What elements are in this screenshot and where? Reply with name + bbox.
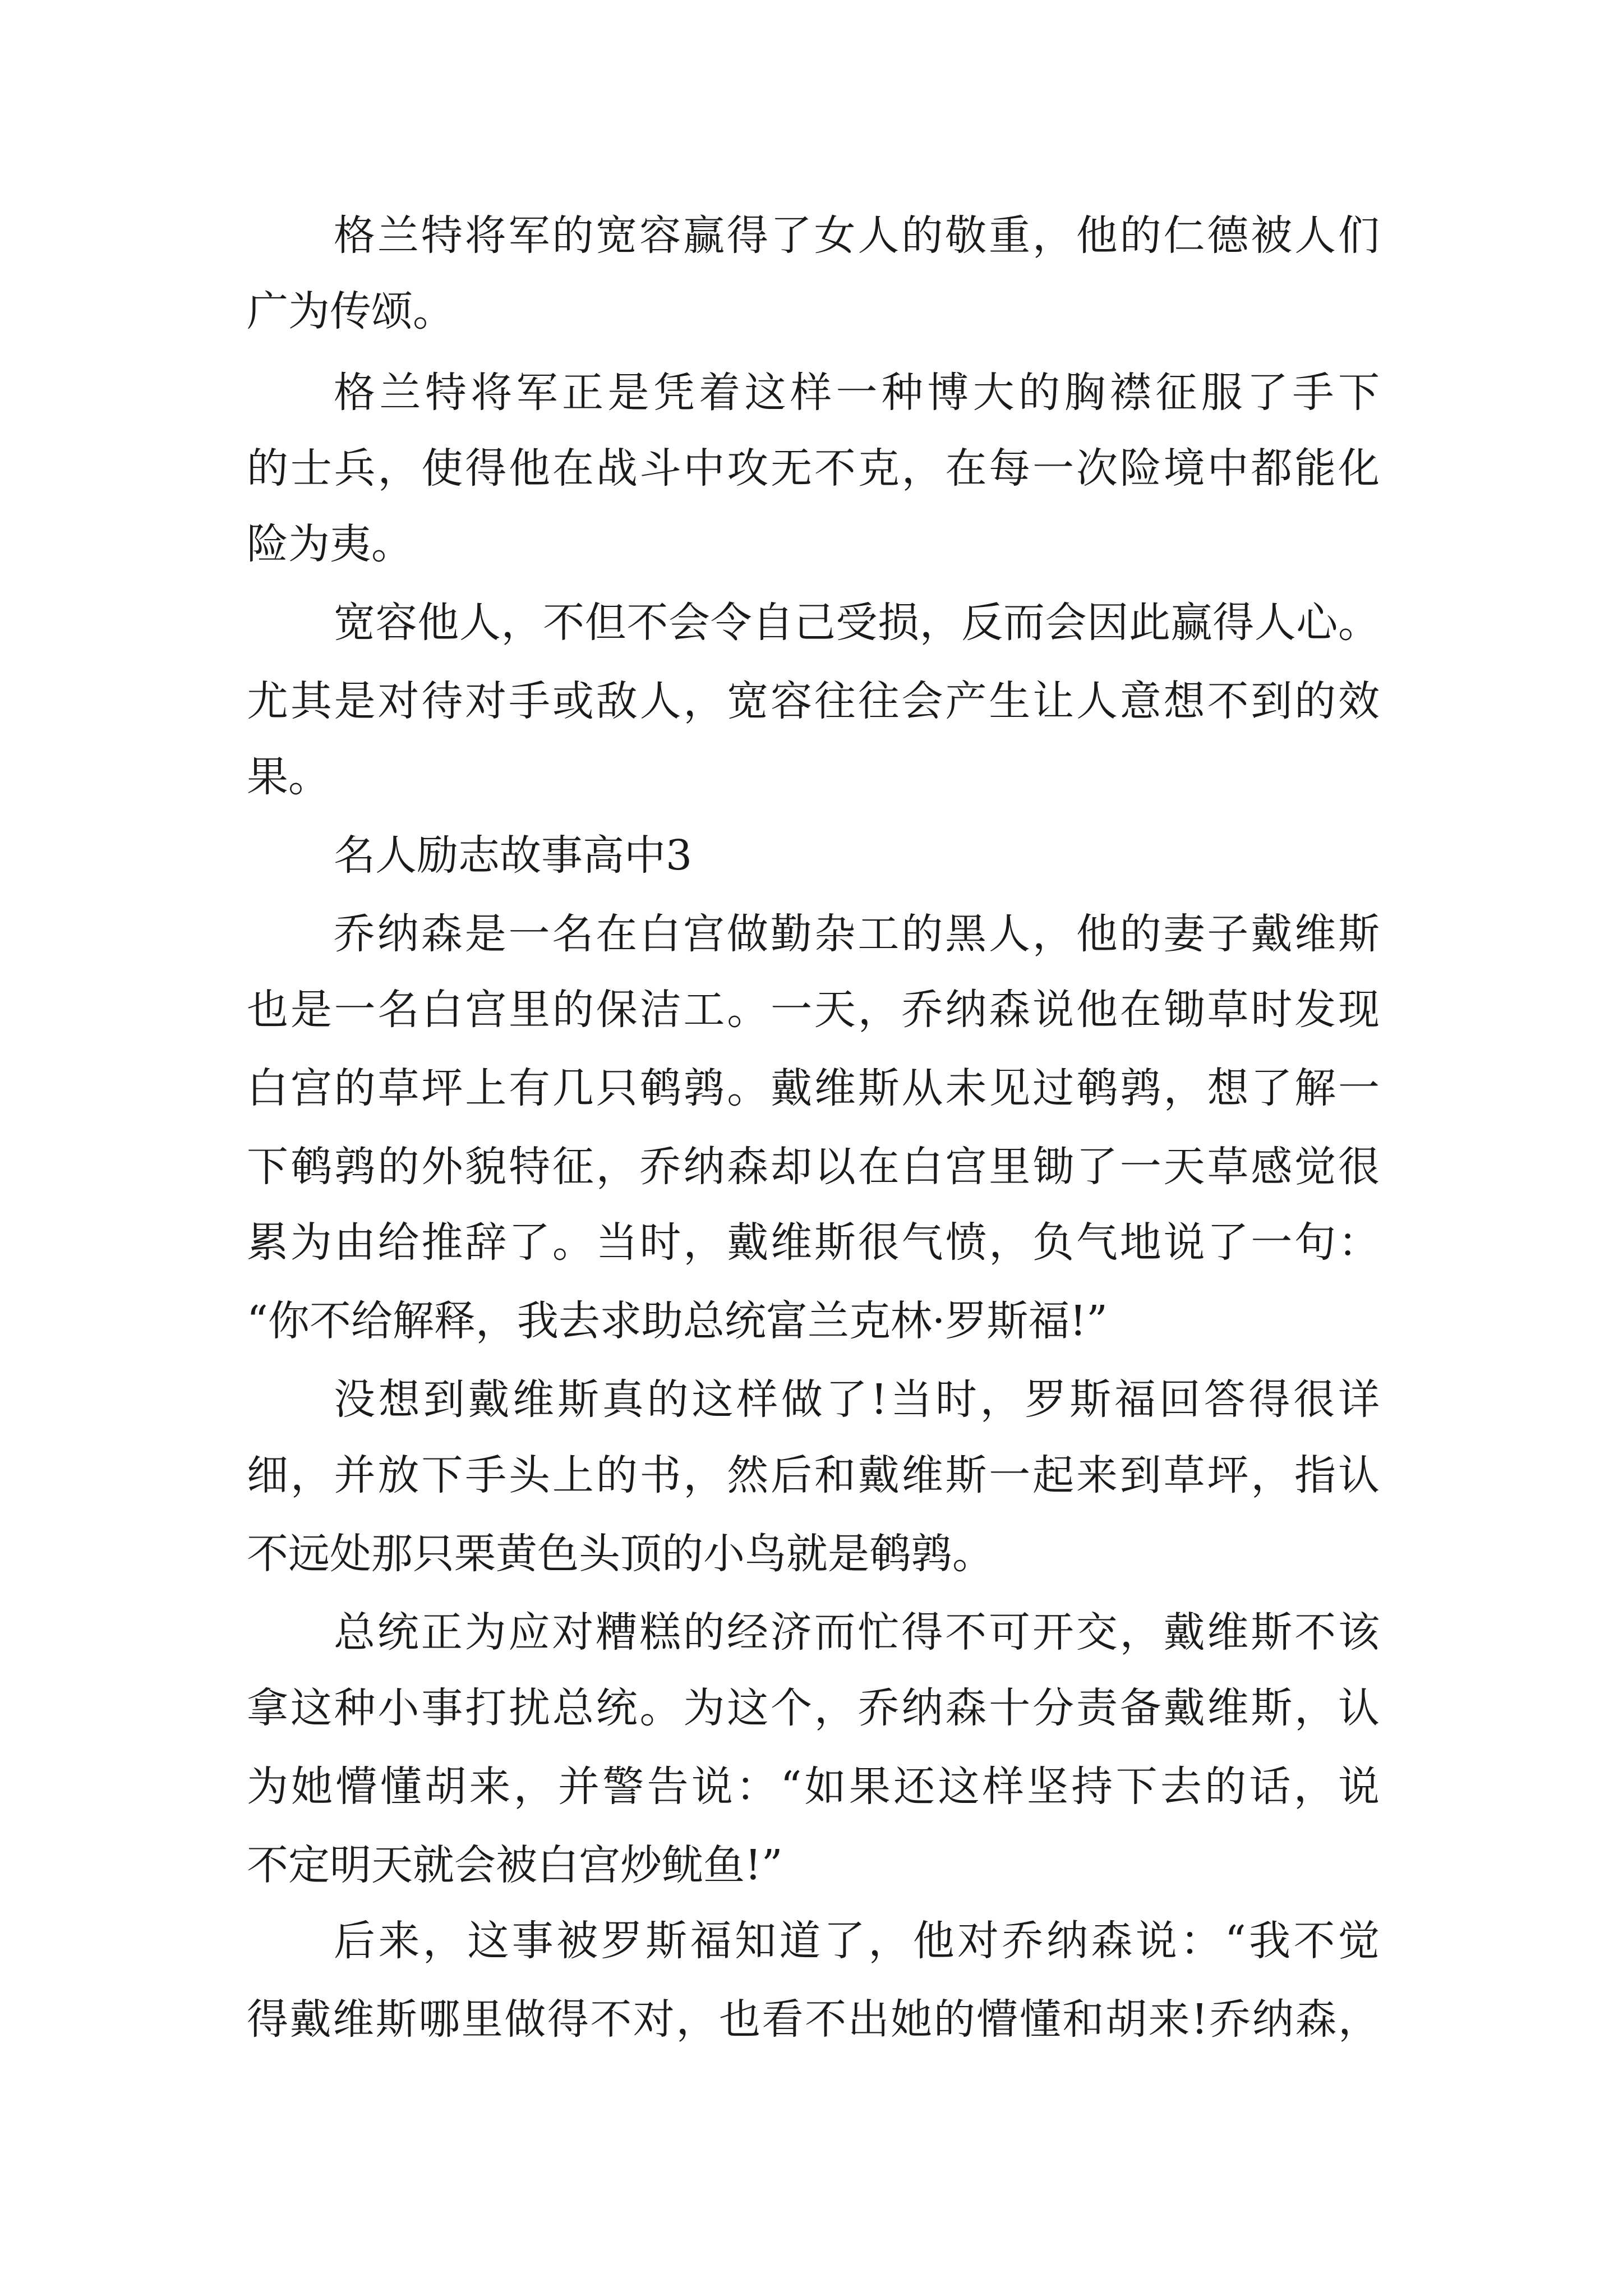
text-line: 也是一名白宫里的保洁工。一天，乔纳森说他在锄草时发现 [247, 986, 1380, 1034]
text-line: 为她懵懂胡来，并警告说：“如果还这样坚持下去的话，说 [247, 1763, 1380, 1811]
text-line: 没想到戴维斯真的这样做了!当时，罗斯福回答得很详 [334, 1375, 1380, 1424]
text-line: 不定明天就会被白宫炒鱿鱼!” [247, 1841, 783, 1889]
text-line: 宽容他人，不但不会令自己受损，反而会因此赢得人心。 [334, 599, 1380, 647]
text-line: 广为传颂。 [247, 287, 454, 335]
text-line: 乔纳森是一名在白宫做勤杂工的黑人，他的妻子戴维斯 [334, 910, 1380, 958]
text-line: 险为夷。 [247, 520, 413, 568]
text-line: 格兰特将军正是凭着这样一种博大的胸襟征服了手下 [334, 369, 1380, 417]
text-line: 拿这种小事打扰总统。为这个，乔纳森十分责备戴维斯，认 [247, 1684, 1380, 1732]
text-line: 总统正为应对糟糕的经济而忙得不可开交，戴维斯不该 [334, 1608, 1380, 1657]
section-heading: 名人励志故事高中3 [334, 831, 693, 880]
text-line: “你不给解释，我去求助总统富兰克林·罗斯福!” [247, 1297, 1108, 1345]
text-line: 的士兵，使得他在战斗中攻无不克，在每一次险境中都能化 [247, 444, 1380, 493]
text-line: 得戴维斯哪里做得不对，也看不出她的懵懂和胡来!乔纳森， [247, 1995, 1380, 2044]
text-line: 下鹌鹑的外貌特征，乔纳森却以在白宫里锄了一天草感觉很 [247, 1143, 1380, 1191]
text-line: 果。 [247, 753, 330, 801]
text-line: 白宫的草坪上有几只鹌鹑。戴维斯从未见过鹌鹑，想了解一 [247, 1064, 1380, 1112]
text-line: 细，并放下手头上的书，然后和戴维斯一起来到草坪，指认 [247, 1451, 1380, 1499]
text-line: 不远处那只栗黄色头顶的小鸟就是鹌鹑。 [247, 1530, 994, 1578]
text-line: 后来，这事被罗斯福知道了，他对乔纳森说：“我不觉 [334, 1917, 1380, 1965]
text-line: 累为由给推辞了。当时，戴维斯很气愤，负气地说了一句： [247, 1218, 1380, 1267]
text-line: 格兰特将军的宽容赢得了女人的敬重，他的仁德被人们 [334, 211, 1380, 260]
text-line: 尤其是对待对手或敌人，宽容往往会产生让人意想不到的效 [247, 677, 1380, 725]
